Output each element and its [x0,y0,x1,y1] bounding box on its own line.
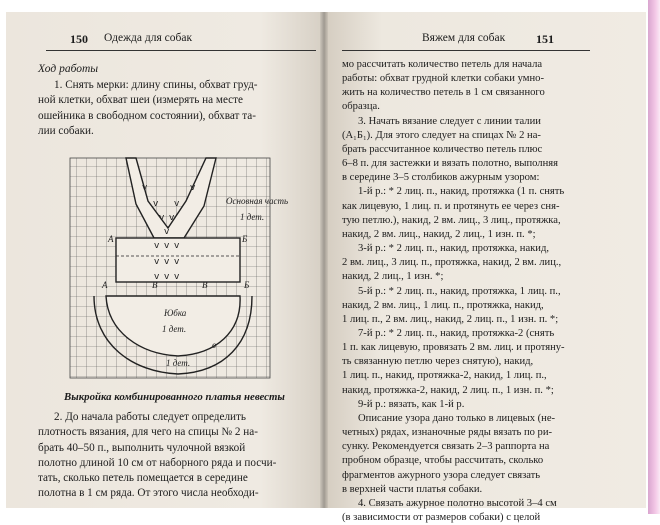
label-a: А [108,234,114,244]
text-line: плотность вязания, для чего на спицы № 2 на- [38,426,258,439]
label-v: В [152,280,158,290]
svg-text:v: v [174,199,180,209]
text-line: (А₁Б₁). Для этого следует на спицах № 2 на- [342,129,541,141]
text-line: как лицевую, 1 лиц. п. и протянуть ее через сня- [342,200,560,212]
label-main-count: 1 дет. [240,212,265,222]
svg-text:v: v [164,272,170,282]
book-spine [320,12,328,508]
text-line: лии собаки. [38,124,94,137]
pattern-figure [56,146,306,386]
label-b1: Б [244,280,250,290]
text-line: 9-й р.: вязать, как 1-й р. [358,398,465,410]
left-running-head: Одежда для собак [104,32,193,44]
text-line: 1 лиц. п., накид, протяжка-2, накид, 1 лиц. п., [342,370,547,382]
svg-text:v: v [190,183,196,193]
text-line: накид, 2 вм. лиц., 1 лиц. п., протяжка, накид, [342,299,544,311]
text-line: тать, сколько петель помещается в середине [38,472,248,485]
text-line: тую петлю.), накид, 2 вм. лиц., 3 лиц., протяжка, [342,214,561,226]
text-line: ть связанную петлю через снятую), накид, [342,356,534,368]
svg-text:v: v [174,257,180,267]
label-skirt: Юбка [164,308,187,318]
svg-text:v: v [142,183,148,193]
text-line: 1-й р.: * 2 лиц. п., накид, протяжка (1 п. снять [358,186,565,198]
text-line: 1. Снять мерки: длину спины, обхват груд- [54,79,258,91]
text-line: 3. Начать вязание следует с линии талии [358,115,541,127]
svg-text:v: v [154,272,160,282]
text-line: накид, 2 вм. лиц., накид, 2 лиц., 1 изн. п. *; [342,228,536,240]
text-line: четных) рядах, изнаночные ряды вязать по ри- [342,427,553,439]
right-page-number: 151 [536,32,554,46]
text-line: брать рассчитанное количество петель плюс [342,143,543,155]
text-line: Описание узора дано только в лицевых (не- [358,412,556,424]
label-main-part: Основная часть [226,196,289,206]
label-band-count: 1 дет. [166,358,191,368]
label-v-lower: в [212,340,216,350]
text-line: 5-й р.: * 2 лиц. п., накид, протяжка, 1 лиц. п., [358,285,561,297]
right-page-body [342,58,590,525]
section-title: Ход работы [38,63,99,75]
svg-text:v: v [174,241,180,251]
text-line: образца. [342,101,380,113]
text-line: 3-й р.: * 2 лиц. п., накид, протяжка, накид, [358,243,549,255]
text-line: в верхней части платья собаки. [342,483,483,495]
figure-caption: Выкройка комбинированного платья невесты [64,391,285,403]
text-line: 2. До начала работы следует определить [54,411,247,423]
label-b: Б [242,234,248,244]
text-line: 1 п. как лицевую, провязать 2 вм. лиц. и протяну- [342,342,565,354]
text-line: ной клетки, обхват шеи (измерять на месте [38,94,244,107]
text-line: брать 40–50 п., выполнить чулочной вязкой [38,441,246,454]
label-a1: А [102,280,108,290]
text-line: ошейника в свободном состоянии), обхват та- [38,109,256,122]
svg-text:v: v [154,257,160,267]
label-skirt-count: 1 дет. [162,324,187,334]
svg-text:v: v [164,227,170,237]
paragraph-measurements [38,78,308,139]
text-line: мо рассчитать количество петель для начала [342,59,543,70]
text-line: 1 лиц. п., 2 вм. лиц., накид, 2 лиц. п., 1 изн. п. *; [342,313,559,325]
svg-text:v: v [169,213,175,223]
left-page-number: 150 [70,32,88,46]
svg-text:v: v [153,199,159,209]
text-line: в середине 3–5 столбиков ажурным узором: [342,172,540,184]
text-line: 2 вм. лиц., 3 лиц. п., протяжка, накид, 2 вм. лиц., [342,257,562,269]
svg-text:v: v [164,257,170,267]
svg-text:v: v [154,241,160,251]
svg-text:v: v [164,241,170,251]
right-header-rule [342,50,590,51]
text-line: накид, протяжка-2, накид, 2 лиц. п., 1 изн. п. *; [342,384,554,396]
book-edge-decoration [648,0,660,514]
left-header-rule [46,50,316,51]
text-line: накид, 2 лиц., 1 изн. *; [342,271,444,283]
right-running-head: Вяжем для собак [422,32,506,44]
text-line: 4. Связать ажурное полотно высотой 3–4 см [358,497,557,509]
svg-text:v: v [174,272,180,282]
text-line: (в зависимости от размеров собаки) с целой [342,512,541,523]
left-page [6,12,324,508]
right-page [324,12,646,523]
book-spread [6,12,646,523]
text-line: 7-й р.: * 2 лиц. п., накид, протяжка-2 (снять [358,327,555,339]
label-v1: В [202,280,208,290]
text-line: 6–8 п. для застежки и вязать полотно, выполняя [342,158,558,170]
text-line: сунку. Рекомендуется связать 2–3 раппорта на [342,441,550,453]
text-line: полотно длиной 10 см от наборного ряда и посчи- [38,456,277,469]
text-line: работы: обхват грудной клетки собаки умно- [342,73,544,85]
paragraph-gauge [38,410,308,502]
text-line: пробном образце, чтобы рассчитать, сколько [342,455,544,467]
text-line: жить на количество петель в 1 см связанного [342,87,545,99]
text-line: фрагментов ажурного узора следует связать [342,469,541,481]
text-line: полотна в 1 см ряда. От этого числа необходи- [38,487,259,500]
svg-text:v: v [159,213,165,223]
